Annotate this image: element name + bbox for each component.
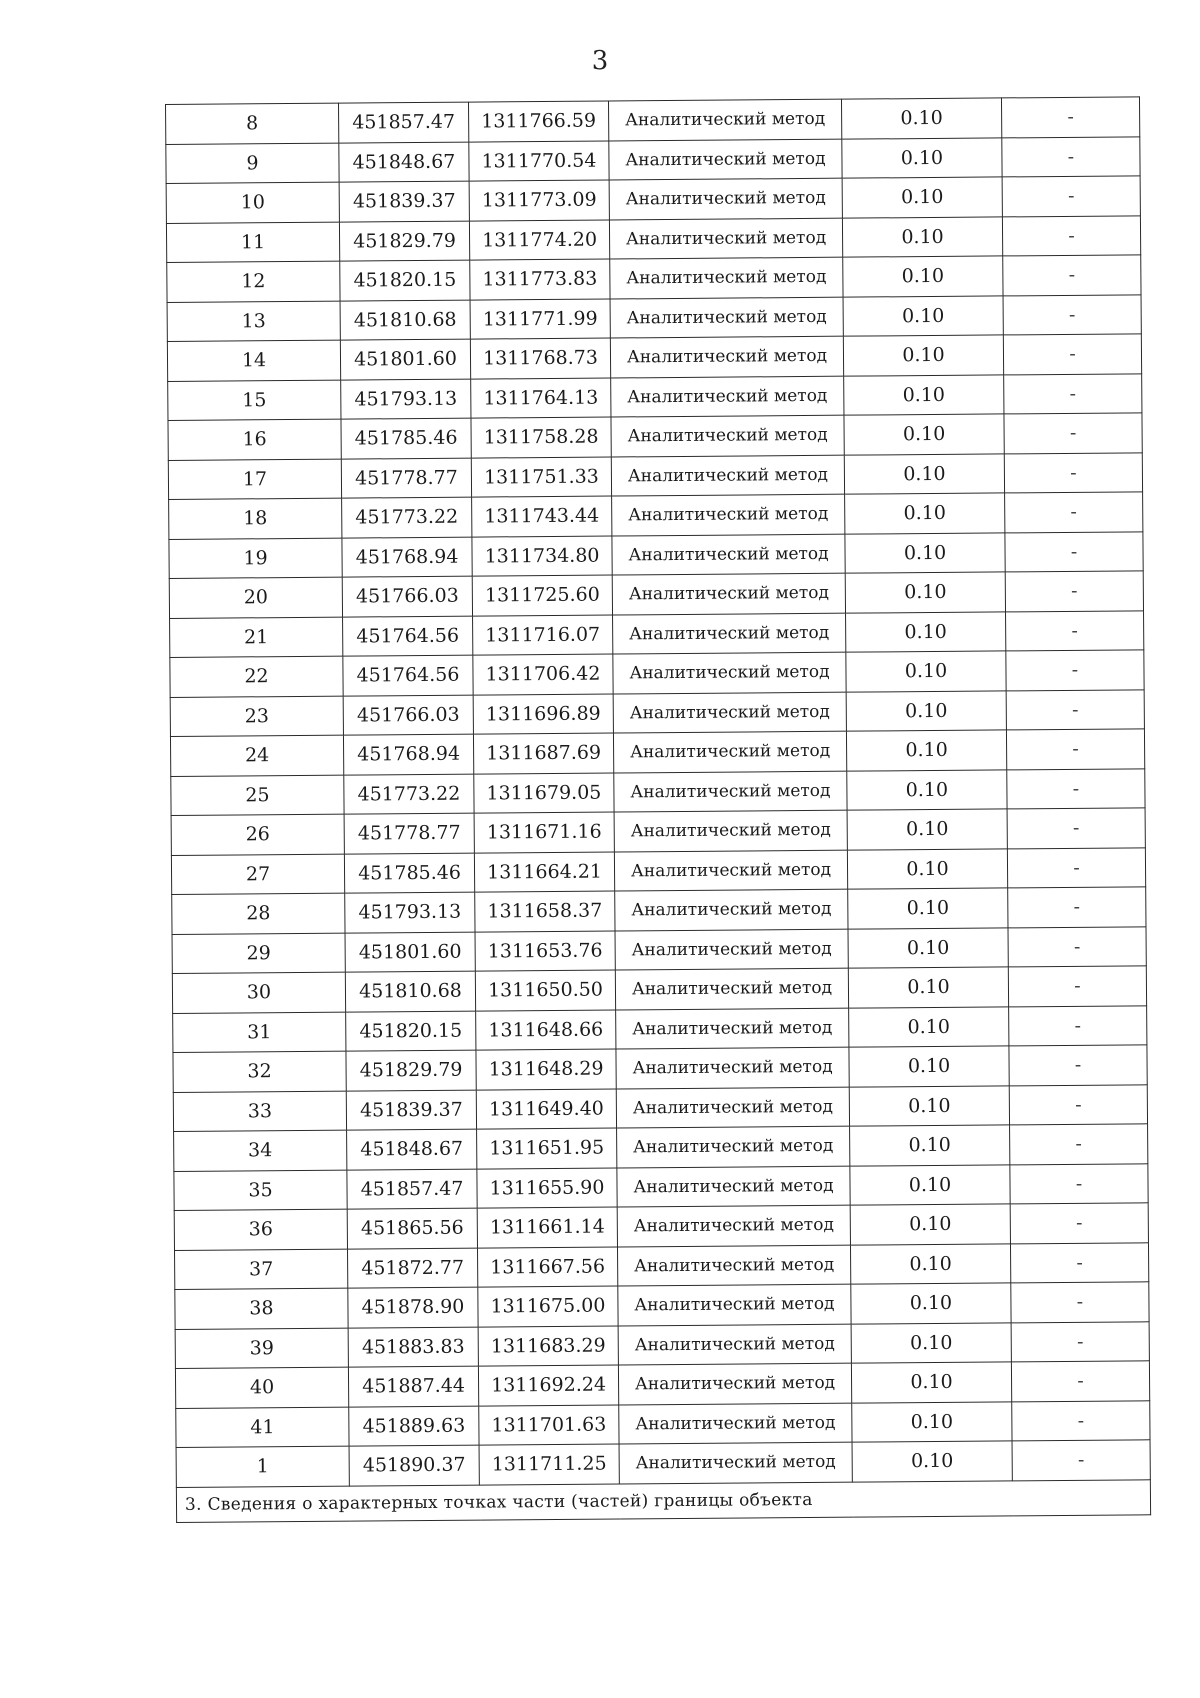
coord-x-cell: 451878.90 xyxy=(348,1287,478,1328)
method-cell: Аналитический метод xyxy=(615,889,848,930)
coord-x-cell: 451810.68 xyxy=(345,971,475,1012)
point-number-cell: 9 xyxy=(166,143,339,184)
note-cell: - xyxy=(1003,334,1141,375)
coord-x-cell: 451766.03 xyxy=(343,695,473,736)
method-cell: Аналитический метод xyxy=(611,455,844,496)
point-number-cell: 19 xyxy=(169,538,342,579)
coord-y-cell: 1311696.89 xyxy=(473,693,613,734)
note-cell: - xyxy=(1006,689,1144,730)
method-cell: Аналитический метод xyxy=(613,731,846,772)
section-footer-title: 3. Сведения о характерных точках части (частей) границы объекта xyxy=(176,1479,1150,1522)
method-cell: Аналитический метод xyxy=(617,1126,850,1167)
section-footer-row xyxy=(176,1479,1150,1522)
accuracy-cell: 0.10 xyxy=(849,1046,1009,1087)
coord-y-cell: 1311687.69 xyxy=(473,733,613,774)
note-cell: - xyxy=(1012,1400,1150,1441)
accuracy-cell: 0.10 xyxy=(848,967,1008,1008)
accuracy-cell: 0.10 xyxy=(849,1006,1009,1047)
point-number-cell: 36 xyxy=(174,1209,347,1250)
coord-x-cell: 451820.15 xyxy=(346,1011,476,1052)
method-cell: Аналитический метод xyxy=(612,534,845,575)
method-cell: Аналитический метод xyxy=(617,1245,850,1286)
point-number-cell: 15 xyxy=(168,380,341,421)
accuracy-cell: 0.10 xyxy=(852,1401,1012,1442)
note-cell: - xyxy=(1007,847,1145,888)
note-cell: - xyxy=(1011,1321,1149,1362)
accuracy-cell: 0.10 xyxy=(852,1441,1012,1482)
method-cell: Аналитический метод xyxy=(618,1324,851,1365)
method-cell: Аналитический метод xyxy=(609,139,842,180)
point-number-cell: 34 xyxy=(174,1130,347,1171)
note-cell: - xyxy=(1008,887,1146,928)
coord-x-cell: 451785.46 xyxy=(341,418,471,459)
point-number-cell: 13 xyxy=(167,301,340,342)
coord-x-cell: 451773.22 xyxy=(344,774,474,815)
coord-x-cell: 451829.79 xyxy=(346,1050,476,1091)
point-number-cell: 26 xyxy=(171,814,344,855)
point-number-cell: 17 xyxy=(168,459,341,500)
point-number-cell: 16 xyxy=(168,419,341,460)
coord-y-cell: 1311664.21 xyxy=(474,851,614,892)
coord-y-cell: 1311758.28 xyxy=(471,417,611,458)
note-cell: - xyxy=(1009,1005,1147,1046)
accuracy-cell: 0.10 xyxy=(844,414,1004,455)
method-cell: Аналитический метод xyxy=(613,652,846,693)
point-number-cell: 20 xyxy=(169,577,342,618)
coord-x-cell: 451768.94 xyxy=(343,734,473,775)
coord-y-cell: 1311711.25 xyxy=(479,1444,619,1485)
accuracy-cell: 0.10 xyxy=(851,1283,1011,1324)
coord-y-cell: 1311768.73 xyxy=(470,338,610,379)
note-cell: - xyxy=(1003,294,1141,335)
point-number-cell: 24 xyxy=(170,735,343,776)
point-number-cell: 35 xyxy=(174,1170,347,1211)
method-cell: Аналитический метод xyxy=(615,968,848,1009)
accuracy-cell: 0.10 xyxy=(847,809,1007,850)
method-cell: Аналитический метод xyxy=(609,178,842,219)
coord-y-cell: 1311725.60 xyxy=(472,575,612,616)
method-cell: Аналитический метод xyxy=(614,850,847,891)
method-cell: Аналитический метод xyxy=(616,1047,849,1088)
accuracy-cell: 0.10 xyxy=(848,888,1008,929)
method-cell: Аналитический метод xyxy=(609,218,842,259)
accuracy-cell: 0.10 xyxy=(842,216,1002,257)
note-cell: - xyxy=(1008,926,1146,967)
coord-y-cell: 1311771.99 xyxy=(470,299,610,340)
coord-x-cell: 451887.44 xyxy=(348,1366,478,1407)
accuracy-cell: 0.10 xyxy=(846,611,1006,652)
method-cell: Аналитический метод xyxy=(612,573,845,614)
method-cell: Аналитический метод xyxy=(618,1284,851,1325)
accuracy-cell: 0.10 xyxy=(843,256,1003,297)
accuracy-cell: 0.10 xyxy=(848,927,1008,968)
point-number-cell: 28 xyxy=(172,893,345,934)
note-cell: - xyxy=(1010,1203,1148,1244)
note-cell: - xyxy=(1006,610,1144,651)
note-cell: - xyxy=(1007,808,1145,849)
point-number-cell: 27 xyxy=(171,854,344,895)
note-cell: - xyxy=(1005,571,1143,612)
note-cell: - xyxy=(1006,650,1144,691)
coord-x-cell: 451865.56 xyxy=(347,1208,477,1249)
accuracy-cell: 0.10 xyxy=(845,532,1005,573)
coord-y-cell: 1311661.14 xyxy=(477,1207,617,1248)
table-body xyxy=(166,97,1151,1487)
page-number: 3 xyxy=(591,46,609,76)
method-cell: Аналитический метод xyxy=(614,810,847,851)
point-number-cell: 40 xyxy=(175,1367,348,1408)
accuracy-cell: 0.10 xyxy=(851,1362,1011,1403)
note-cell: - xyxy=(1004,413,1142,454)
coord-x-cell: 451848.67 xyxy=(347,1129,477,1170)
point-number-cell: 18 xyxy=(169,498,342,539)
coord-x-cell: 451810.68 xyxy=(340,300,470,341)
coord-x-cell: 451773.22 xyxy=(342,497,472,538)
coord-y-cell: 1311683.29 xyxy=(478,1325,618,1366)
note-cell: - xyxy=(1005,531,1143,572)
coord-x-cell: 451839.37 xyxy=(339,181,469,222)
point-number-cell: 22 xyxy=(170,656,343,697)
coord-x-cell: 451768.94 xyxy=(342,537,472,578)
point-number-cell: 8 xyxy=(166,103,339,144)
note-cell: - xyxy=(1007,768,1145,809)
note-cell: - xyxy=(1002,215,1140,256)
point-number-cell: 29 xyxy=(172,933,345,974)
coord-y-cell: 1311774.20 xyxy=(469,220,609,261)
point-number-cell: 12 xyxy=(167,261,340,302)
accuracy-cell: 0.10 xyxy=(850,1125,1010,1166)
coord-x-cell: 451785.46 xyxy=(344,853,474,894)
accuracy-cell: 0.10 xyxy=(845,572,1005,613)
coord-x-cell: 451848.67 xyxy=(339,142,469,183)
coord-y-cell: 1311773.83 xyxy=(470,259,610,300)
coord-y-cell: 1311773.09 xyxy=(469,180,609,221)
note-cell: - xyxy=(1009,1045,1147,1086)
method-cell: Аналитический метод xyxy=(610,257,843,298)
accuracy-cell: 0.10 xyxy=(844,453,1004,494)
coord-x-cell: 451872.77 xyxy=(347,1248,477,1289)
accuracy-cell: 0.10 xyxy=(849,1085,1009,1126)
accuracy-cell: 0.10 xyxy=(847,848,1007,889)
coord-x-cell: 451820.15 xyxy=(340,260,470,301)
method-cell: Аналитический метод xyxy=(611,376,844,417)
coord-y-cell: 1311692.24 xyxy=(478,1365,618,1406)
accuracy-cell: 0.10 xyxy=(845,493,1005,534)
accuracy-cell: 0.10 xyxy=(844,374,1004,415)
coord-x-cell: 451829.79 xyxy=(339,221,469,262)
accuracy-cell: 0.10 xyxy=(850,1243,1010,1284)
coord-x-cell: 451793.13 xyxy=(341,379,471,420)
accuracy-cell: 0.10 xyxy=(850,1164,1010,1205)
method-cell: Аналитический метод xyxy=(616,1008,849,1049)
method-cell: Аналитический метод xyxy=(613,613,846,654)
method-cell: Аналитический метод xyxy=(618,1363,851,1404)
accuracy-cell: 0.10 xyxy=(847,769,1007,810)
method-cell: Аналитический метод xyxy=(615,929,848,970)
coord-y-cell: 1311743.44 xyxy=(472,496,612,537)
coord-x-cell: 451857.47 xyxy=(338,102,468,143)
point-number-cell: 23 xyxy=(170,696,343,737)
point-number-cell: 37 xyxy=(175,1249,348,1290)
coord-x-cell: 451766.03 xyxy=(342,576,472,617)
coord-y-cell: 1311648.66 xyxy=(476,1009,616,1050)
point-number-cell: 11 xyxy=(166,222,339,263)
coord-y-cell: 1311648.29 xyxy=(476,1049,616,1090)
point-number-cell: 38 xyxy=(175,1288,348,1329)
coord-y-cell: 1311651.95 xyxy=(477,1128,617,1169)
coord-y-cell: 1311655.90 xyxy=(477,1167,617,1208)
point-number-cell: 14 xyxy=(167,340,340,381)
method-cell: Аналитический метод xyxy=(619,1403,852,1444)
note-cell: - xyxy=(1008,966,1146,1007)
coord-x-cell: 451801.60 xyxy=(345,932,475,973)
coord-x-cell: 451764.56 xyxy=(343,655,473,696)
point-number-cell: 41 xyxy=(176,1407,349,1448)
coord-y-cell: 1311667.56 xyxy=(477,1246,617,1287)
note-cell: - xyxy=(1011,1282,1149,1323)
point-number-cell: 21 xyxy=(170,617,343,658)
note-cell: - xyxy=(1004,373,1142,414)
coord-y-cell: 1311653.76 xyxy=(475,930,615,971)
method-cell: Аналитический метод xyxy=(617,1166,850,1207)
accuracy-cell: 0.10 xyxy=(850,1204,1010,1245)
coord-y-cell: 1311716.07 xyxy=(473,615,613,656)
note-cell: - xyxy=(1003,255,1141,296)
method-cell: Аналитический метод xyxy=(610,336,843,377)
accuracy-cell: 0.10 xyxy=(851,1322,1011,1363)
method-cell: Аналитический метод xyxy=(611,415,844,456)
note-cell: - xyxy=(1009,1084,1147,1125)
coord-y-cell: 1311706.42 xyxy=(473,654,613,695)
note-cell: - xyxy=(1002,136,1140,177)
method-cell: Аналитический метод xyxy=(616,1087,849,1128)
coord-y-cell: 1311734.80 xyxy=(472,536,612,577)
coord-x-cell: 451890.37 xyxy=(349,1445,479,1486)
method-cell: Аналитический метод xyxy=(613,692,846,733)
coord-x-cell: 451889.63 xyxy=(349,1406,479,1447)
note-cell: - xyxy=(1012,1440,1150,1481)
coord-y-cell: 1311671.16 xyxy=(474,812,614,853)
coord-x-cell: 451793.13 xyxy=(345,892,475,933)
accuracy-cell: 0.10 xyxy=(842,137,1002,178)
note-cell: - xyxy=(1010,1124,1148,1165)
coord-y-cell: 1311701.63 xyxy=(479,1404,619,1445)
method-cell: Аналитический метод xyxy=(619,1442,852,1483)
note-cell: - xyxy=(1010,1163,1148,1204)
coord-y-cell: 1311675.00 xyxy=(478,1286,618,1327)
note-cell: - xyxy=(1001,97,1139,138)
accuracy-cell: 0.10 xyxy=(843,335,1003,376)
point-number-cell: 10 xyxy=(166,182,339,223)
note-cell: - xyxy=(1011,1361,1149,1402)
coord-y-cell: 1311658.37 xyxy=(475,891,615,932)
point-number-cell: 1 xyxy=(176,1446,349,1487)
accuracy-cell: 0.10 xyxy=(846,651,1006,692)
coord-y-cell: 1311764.13 xyxy=(471,378,611,419)
method-cell: Аналитический метод xyxy=(612,494,845,535)
coord-x-cell: 451764.56 xyxy=(343,616,473,657)
coord-x-cell: 451883.83 xyxy=(348,1327,478,1368)
coord-y-cell: 1311766.59 xyxy=(468,101,608,142)
coord-x-cell: 451839.37 xyxy=(346,1090,476,1131)
accuracy-cell: 0.10 xyxy=(846,730,1006,771)
note-cell: - xyxy=(1002,176,1140,217)
point-number-cell: 25 xyxy=(171,775,344,816)
accuracy-cell: 0.10 xyxy=(842,177,1002,218)
point-number-cell: 30 xyxy=(172,972,345,1013)
coord-x-cell: 451778.77 xyxy=(344,813,474,854)
coord-x-cell: 451857.47 xyxy=(347,1169,477,1210)
note-cell: - xyxy=(1004,452,1142,493)
note-cell: - xyxy=(1010,1242,1148,1283)
coord-x-cell: 451801.60 xyxy=(340,339,470,380)
coord-y-cell: 1311649.40 xyxy=(476,1088,616,1129)
coord-y-cell: 1311650.50 xyxy=(475,970,615,1011)
method-cell: Аналитический метод xyxy=(617,1205,850,1246)
point-number-cell: 39 xyxy=(175,1328,348,1369)
method-cell: Аналитический метод xyxy=(608,99,841,140)
coord-y-cell: 1311770.54 xyxy=(469,141,609,182)
boundary-points-table xyxy=(165,96,1151,1522)
method-cell: Аналитический метод xyxy=(614,771,847,812)
point-number-cell: 32 xyxy=(173,1051,346,1092)
note-cell: - xyxy=(1005,492,1143,533)
accuracy-cell: 0.10 xyxy=(846,690,1006,731)
note-cell: - xyxy=(1006,729,1144,770)
accuracy-cell: 0.10 xyxy=(843,295,1003,336)
coord-y-cell: 1311679.05 xyxy=(474,772,614,813)
coord-x-cell: 451778.77 xyxy=(341,458,471,499)
coord-y-cell: 1311751.33 xyxy=(471,457,611,498)
accuracy-cell: 0.10 xyxy=(841,98,1001,139)
point-number-cell: 31 xyxy=(173,1012,346,1053)
point-number-cell: 33 xyxy=(173,1091,346,1132)
method-cell: Аналитический метод xyxy=(610,297,843,338)
